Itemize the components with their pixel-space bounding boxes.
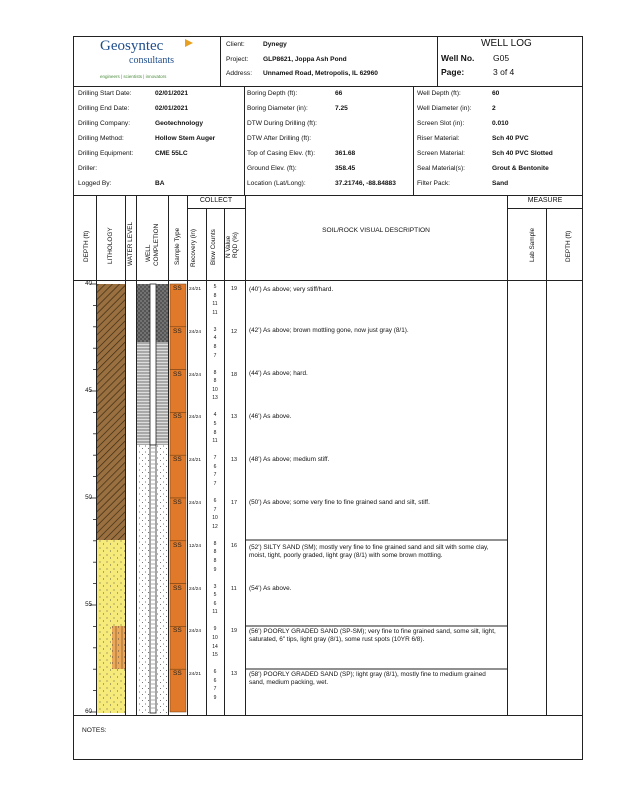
sample-description: (58') POORLY GRADED SAND (SP); light gray (8/1), mostly fine to medium grained sand, medium packing, wet.	[249, 671, 486, 686]
info-value: Hollow Stem Auger	[155, 135, 216, 142]
sample-type-header: Sample Type	[174, 227, 181, 265]
well-no-label: Well No.	[441, 53, 475, 63]
company-logo-name: Geosyntec	[100, 38, 164, 54]
info-label: Driller:	[78, 165, 98, 172]
depth-right-header: DEPTH (ft)	[565, 230, 572, 262]
info-label: DTW During Drilling (ft):	[247, 120, 317, 127]
info-value: 7.25	[335, 105, 348, 112]
well-screen	[150, 445, 156, 713]
info-value: 0.010	[492, 120, 509, 127]
info-label: Drilling Start Date:	[78, 90, 132, 97]
sample-recovery: 24/21	[189, 672, 202, 678]
sample-description: (52') SILTY SAND (SM); mostly very fine to fine grained sand and silt with some clay, moist, tight, poorly graded, light gray (8/1) with some brown mottling.	[249, 544, 489, 559]
info-label: Seal Material(s):	[417, 165, 466, 172]
n-value: 16	[231, 542, 238, 549]
info-label: Screen Material:	[417, 150, 466, 157]
depth-label: 45	[85, 387, 92, 394]
blow-counts: 8 8 10 13	[212, 369, 218, 402]
info-label: Logged By:	[78, 180, 112, 187]
info-value: CME 55LC	[155, 150, 188, 157]
info-value: 60	[492, 90, 500, 97]
blow-counts-header: Blow Counts	[210, 229, 217, 265]
depth-label: 60	[85, 708, 92, 715]
n-value: 13	[231, 671, 238, 678]
info-label: Screen Slot (in):	[417, 120, 465, 127]
sample-type: SS	[173, 370, 182, 378]
blow-counts: 3 5 6 11	[212, 583, 218, 616]
rqd-header: RQD (%)	[232, 232, 239, 258]
sample-type: SS	[173, 285, 182, 292]
blow-counts: 7 6 7 7	[213, 455, 217, 487]
blow-counts: 6 6 7 9	[213, 669, 217, 701]
address-label: Address:	[226, 70, 253, 77]
sample-recovery: 24/24	[189, 629, 202, 635]
n-value: 17	[231, 500, 238, 506]
info-value: 361.68	[335, 150, 356, 157]
info-value: Grout & Bentonite	[492, 165, 549, 172]
sample-bars	[170, 284, 186, 712]
sample-recovery: 24/24	[189, 415, 202, 421]
info-value: 37.21746, -88.84883	[335, 180, 396, 187]
n-value: 11	[231, 585, 237, 592]
sample-recovery: 24/24	[189, 586, 202, 592]
sample-recovery: 24/24	[189, 372, 202, 378]
water-level-column-header: WATER LEVEL	[127, 221, 134, 266]
info-label: Filter Pack:	[417, 180, 450, 187]
lithology-clay	[97, 284, 125, 540]
lithology-silty-sand	[97, 540, 125, 626]
sample-type: SS	[173, 541, 182, 549]
n-value: 13	[231, 414, 238, 421]
project-value: GLP8621, Joppa Ash Pond	[263, 56, 347, 63]
sample-description: (42') As above; brown mottling gone, now just gray (8/1).	[249, 327, 409, 334]
sample-description: (48') As above; medium stiff.	[249, 456, 330, 463]
info-label: Drilling Company:	[78, 120, 131, 127]
blow-counts: 8 8 8 9	[213, 540, 217, 573]
sample-recovery: 24/21	[189, 287, 202, 292]
company-tagline: engineers | scientists | innovators	[100, 74, 167, 79]
n-value: 19	[231, 628, 238, 635]
sample-type: SS	[173, 627, 182, 635]
lithology-column-header: LITHOLOGY	[107, 227, 114, 264]
n-value: 18	[231, 371, 238, 378]
n-value: 19	[231, 286, 238, 292]
n-value-header: N Value	[225, 235, 232, 258]
info-value: Sch 40 PVC Slotted	[492, 150, 553, 157]
sample-recovery: 12/24	[189, 543, 202, 549]
info-label: Drilling Equipment:	[78, 150, 134, 157]
sample-type: SS	[173, 327, 182, 335]
sample-type: SS	[173, 499, 182, 506]
sample-description: (50') As above; some very fine to fine grained sand and silt, stiff.	[249, 499, 430, 506]
blow-counts: 3 4 8 7	[213, 326, 217, 359]
info-label: Drilling Method:	[78, 135, 124, 142]
info-label: Ground Elev. (ft):	[247, 165, 297, 172]
client-label: Client:	[226, 41, 245, 48]
lithology-spsm-band	[112, 626, 125, 669]
well-completion-header-1: WELL	[145, 244, 152, 262]
info-label: Top of Casing Elev. (ft):	[247, 150, 316, 157]
blow-counts: 4 5 8 11	[212, 412, 218, 445]
n-value: 12	[231, 328, 238, 335]
info-label: Boring Diameter (in):	[247, 105, 308, 112]
sample-description: (40') As above; very stiff/hard.	[249, 286, 334, 293]
well-riser	[150, 284, 156, 445]
well-completion-header-2: COMPLETION	[153, 223, 160, 266]
blow-counts: 9 10 14 15	[212, 626, 218, 659]
sample-recovery: 24/24	[189, 501, 202, 506]
depth-label: 50	[85, 494, 92, 501]
measure-header: MEASURE	[527, 197, 563, 204]
sample-recovery: 24/21	[189, 458, 202, 464]
sample-description: (44') As above; hard.	[249, 370, 308, 377]
info-label: Boring Depth (ft):	[247, 90, 298, 97]
sample-type: SS	[173, 456, 182, 464]
info-label: Drilling End Date:	[78, 105, 130, 112]
sample-type: SS	[173, 584, 182, 592]
client-value: Dynegy	[263, 41, 287, 48]
recovery-header: Recovery (in)	[190, 229, 197, 267]
info-label: Well Diameter (in):	[417, 105, 472, 112]
address-value: Unnamed Road, Metropolis, IL 62960	[263, 70, 378, 77]
lithology-sp	[97, 669, 125, 713]
company-logo-sub: consultants	[129, 55, 174, 66]
info-value: 358.45	[335, 165, 356, 172]
sample-description: (46') As above.	[249, 413, 292, 420]
depth-label: 40	[85, 280, 92, 287]
n-value: 13	[231, 457, 238, 464]
well-no-value: G05	[493, 53, 510, 63]
blow-counts: 5 8 11 11	[212, 284, 218, 316]
info-value: BA	[155, 180, 165, 187]
info-value: 02/01/2021	[155, 105, 189, 112]
page-number: 3 of 4	[493, 67, 515, 77]
sample-description: (54') As above.	[249, 585, 292, 592]
sample-type: SS	[173, 413, 182, 421]
blow-counts: 6 7 10 12	[212, 498, 218, 530]
divider	[73, 715, 583, 716]
page-label: Page:	[441, 67, 465, 77]
depth-label: 55	[85, 601, 92, 608]
info-value: Sand	[492, 180, 509, 187]
notes-label: NOTES:	[82, 727, 107, 734]
page-title: WELL LOG	[481, 38, 532, 49]
info-value: 02/01/2021	[155, 90, 189, 97]
info-value: 66	[335, 90, 343, 97]
info-value: 2	[492, 105, 496, 112]
project-label: Project:	[226, 56, 249, 63]
sample-description: (56') POORLY GRADED SAND (SP-SM); very fine to fine grained sand, some silt, light, saturated, 6" tips, light gray (8/1), some rust spots (10YR 6/8).	[249, 628, 496, 643]
sample-type: SS	[173, 670, 182, 678]
lab-sample-header: Lab Sample	[529, 227, 536, 262]
info-value: Geotechnology	[155, 120, 203, 127]
sample-recovery: 24/24	[189, 329, 202, 335]
info-label: Well Depth (ft):	[417, 90, 461, 97]
info-label: Location (Lat/Long):	[247, 180, 306, 187]
description-header: SOIL/ROCK VISUAL DESCRIPTION	[322, 227, 430, 234]
info-label: Riser Material:	[417, 135, 460, 142]
collect-header: COLLECT	[199, 197, 233, 204]
info-label: DTW After Drilling (ft):	[247, 135, 312, 142]
info-value: Sch 40 PVC	[492, 135, 529, 142]
depth-column-header: DEPTH (ft)	[83, 230, 90, 262]
